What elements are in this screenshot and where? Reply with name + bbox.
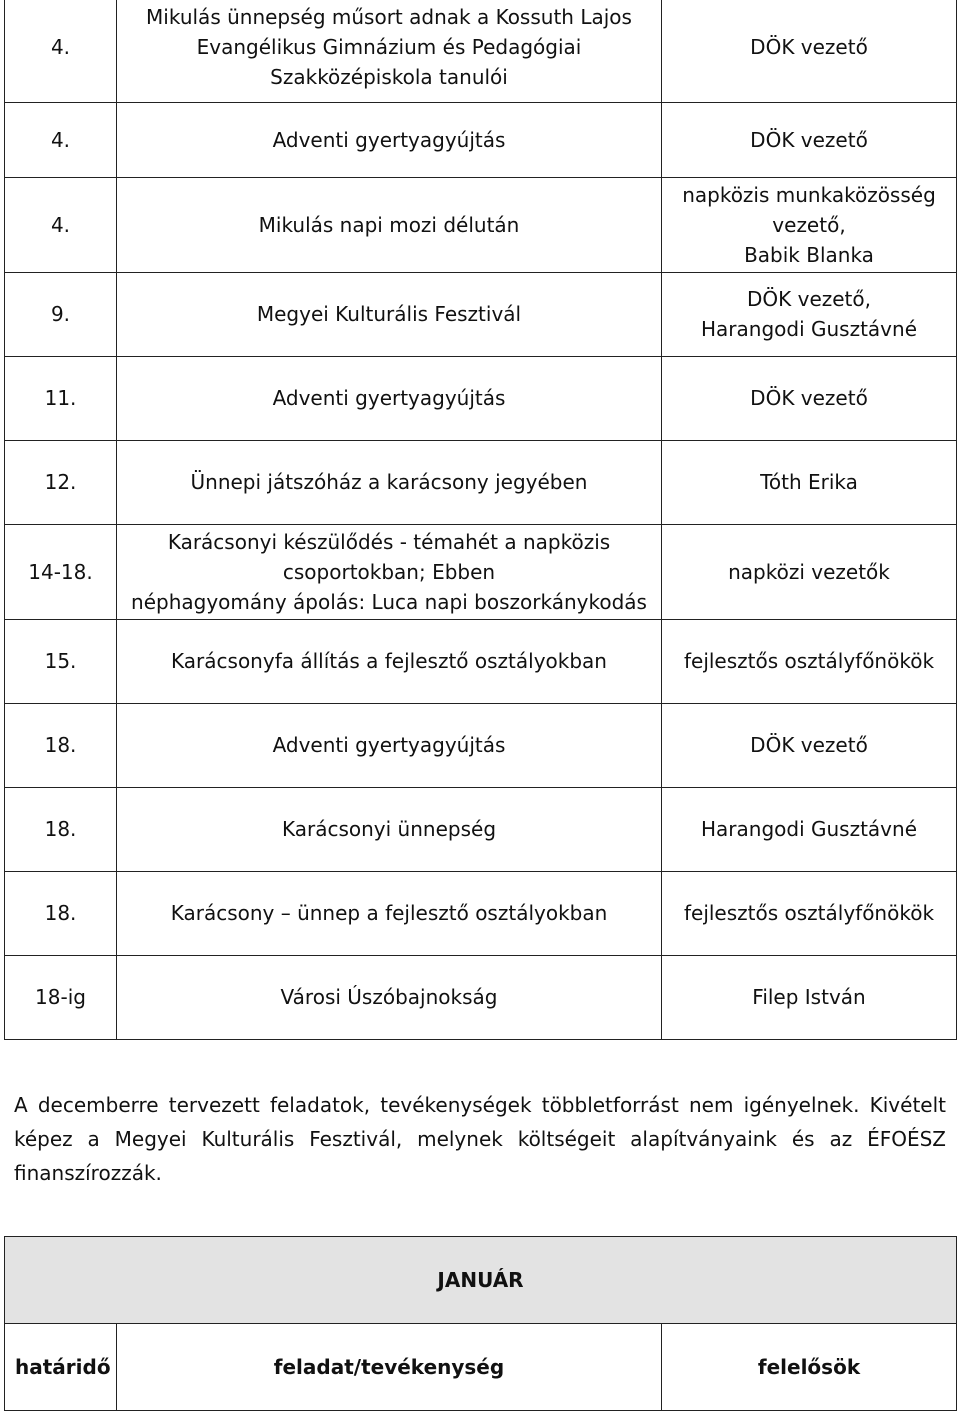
responsible-cell: Tóth Erika xyxy=(662,440,957,524)
responsible-cell: fejlesztős osztályfőnökök xyxy=(662,619,957,703)
table-row xyxy=(5,955,957,1039)
responsible-cell: Harangodi Gusztávné xyxy=(662,787,957,871)
date-cell: 14-18. xyxy=(5,524,117,619)
date-cell: 12. xyxy=(5,440,117,524)
responsible-cell: DÖK vezető xyxy=(662,356,957,440)
task-cell: Adventi gyertyagyújtás xyxy=(117,356,662,440)
responsible-cell: DÖK vezető xyxy=(662,703,957,787)
month-header-row xyxy=(5,1237,957,1324)
table-row xyxy=(5,440,957,524)
task-cell: Ünnepi játszóház a karácsony jegyében xyxy=(117,440,662,524)
table-row xyxy=(5,787,957,871)
task-cell: Mikulás ünnepség műsort adnak a Kossuth Lajos Evangélikus Gimnázium és Pedagógiai Szakközépiskola tanulói xyxy=(117,0,662,102)
date-cell: 4. xyxy=(5,102,117,177)
date-cell: 4. xyxy=(5,177,117,272)
january-schedule-table xyxy=(4,1236,957,1411)
date-cell: 18. xyxy=(5,787,117,871)
december-schedule-table xyxy=(4,0,957,1040)
responsible-cell: DÖK vezető xyxy=(662,102,957,177)
date-cell: 4. xyxy=(5,0,117,102)
column-header-row xyxy=(5,1324,957,1411)
date-cell: 15. xyxy=(5,619,117,703)
date-cell: 18. xyxy=(5,871,117,955)
funding-note-paragraph: A decemberre tervezett feladatok, tevékenységek többletforrást nem igényelnek. Kivételt képez a Megyei Kulturális Fesztivál, melynek költségeit alapítványaink és az ÉFOÉSZ finanszírozzák. xyxy=(14,1093,946,1185)
responsible-cell: napközi vezetők xyxy=(662,524,957,619)
responsible-cell: fejlesztős osztályfőnökök xyxy=(662,871,957,955)
table-row xyxy=(5,102,957,177)
header-deadline: határidő xyxy=(5,1324,117,1411)
responsible-cell: DÖK vezető, Harangodi Gusztávné xyxy=(662,272,957,356)
date-cell: 18. xyxy=(5,703,117,787)
table-row xyxy=(5,703,957,787)
task-cell: Mikulás napi mozi délután xyxy=(117,177,662,272)
date-cell: 18-ig xyxy=(5,955,117,1039)
header-task: feladat/tevékenység xyxy=(117,1324,662,1411)
month-title: JANUÁR xyxy=(5,1237,957,1324)
task-cell: Adventi gyertyagyújtás xyxy=(117,102,662,177)
task-cell: Megyei Kulturális Fesztivál xyxy=(117,272,662,356)
date-cell: 9. xyxy=(5,272,117,356)
task-cell: Karácsonyi ünnepség xyxy=(117,787,662,871)
table-row xyxy=(5,356,957,440)
task-cell: Adventi gyertyagyújtás xyxy=(117,703,662,787)
header-responsible: felelősök xyxy=(662,1324,957,1411)
table-row xyxy=(5,0,957,102)
table-row xyxy=(5,871,957,955)
responsible-cell: napközis munkaközösség vezető, Babik Blanka xyxy=(662,177,957,272)
table-row xyxy=(5,272,957,356)
task-cell: Karácsonyi készülődés - témahét a napközis csoportokban; Ebben néphagyomány ápolás: Luca napi boszorkánykodás xyxy=(117,524,662,619)
responsible-cell: Filep István xyxy=(662,955,957,1039)
task-cell: Városi Úszóbajnokság xyxy=(117,955,662,1039)
table-row xyxy=(5,524,957,619)
task-cell: Karácsony – ünnep a fejlesztő osztályokban xyxy=(117,871,662,955)
table-row xyxy=(5,177,957,272)
table-row xyxy=(5,619,957,703)
task-cell: Karácsonyfa állítás a fejlesztő osztályokban xyxy=(117,619,662,703)
responsible-cell: DÖK vezető xyxy=(662,0,957,102)
date-cell: 11. xyxy=(5,356,117,440)
